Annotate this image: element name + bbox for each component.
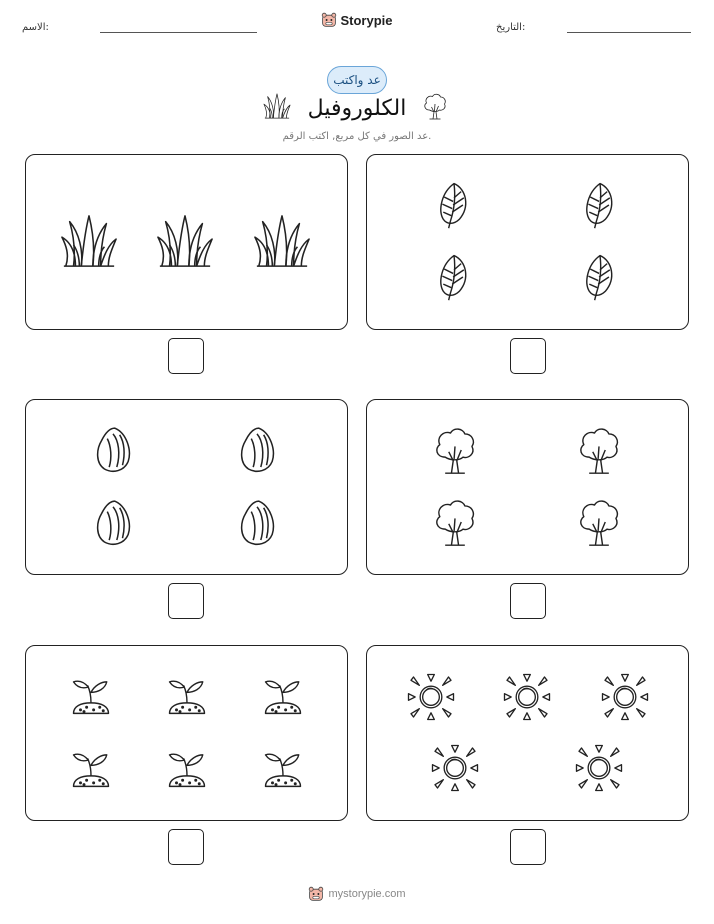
- leaf-icon: [436, 252, 472, 302]
- leaf-icon: [436, 180, 472, 230]
- tree-icon: [576, 497, 622, 547]
- name-label: الاسم:: [22, 22, 49, 33]
- leaf-icon: [582, 180, 618, 230]
- date-line[interactable]: [567, 32, 691, 33]
- seed-icon: [94, 498, 132, 548]
- mascot-icon: [321, 12, 337, 28]
- seed-icon: [94, 425, 132, 475]
- brand-logo: [0, 12, 714, 32]
- tree-icon: [432, 425, 478, 475]
- counting-panel-trees: [366, 399, 689, 575]
- activity-badge: عد واكتب: [327, 66, 387, 94]
- tree-icon: [432, 497, 478, 547]
- grass-icon: [60, 212, 118, 270]
- counting-panel-sprouts: [25, 645, 348, 821]
- leaf-icon: [582, 252, 618, 302]
- mascot-icon: [308, 886, 324, 902]
- sun-icon: [430, 743, 480, 793]
- sprout-icon: [166, 746, 208, 790]
- tree-icon: [576, 425, 622, 475]
- footer: [0, 886, 714, 906]
- answer-box-leaves[interactable]: [510, 338, 546, 374]
- sprout-icon: [70, 673, 112, 717]
- page-title: الكلوروفيل: [307, 96, 407, 121]
- footer-url[interactable]: mystorypie.com: [328, 888, 406, 900]
- sun-icon: [600, 672, 650, 722]
- answer-box-trees[interactable]: [510, 583, 546, 619]
- sun-icon: [502, 672, 552, 722]
- answer-box-sprouts[interactable]: [168, 829, 204, 865]
- answer-box-seeds[interactable]: [168, 583, 204, 619]
- answer-box-suns[interactable]: [510, 829, 546, 865]
- seed-icon: [238, 498, 276, 548]
- sprout-icon: [262, 673, 304, 717]
- grass-icon: [156, 212, 214, 270]
- instructions: عد الصور في كل مربع, اكتب الرقم.: [282, 131, 432, 142]
- brand-name: Storypie: [340, 12, 393, 28]
- sun-icon: [574, 743, 624, 793]
- seed-icon: [238, 425, 276, 475]
- title-tree-icon: [422, 92, 448, 120]
- sprout-icon: [262, 746, 304, 790]
- sun-icon: [406, 672, 456, 722]
- date-label: التاريخ:: [496, 22, 526, 33]
- sprout-icon: [70, 746, 112, 790]
- name-line[interactable]: [100, 32, 257, 33]
- answer-box-grass[interactable]: [168, 338, 204, 374]
- counting-panel-leaves: [366, 154, 689, 330]
- sprout-icon: [166, 673, 208, 717]
- counting-panel-seeds: [25, 399, 348, 575]
- grass-icon: [253, 212, 311, 270]
